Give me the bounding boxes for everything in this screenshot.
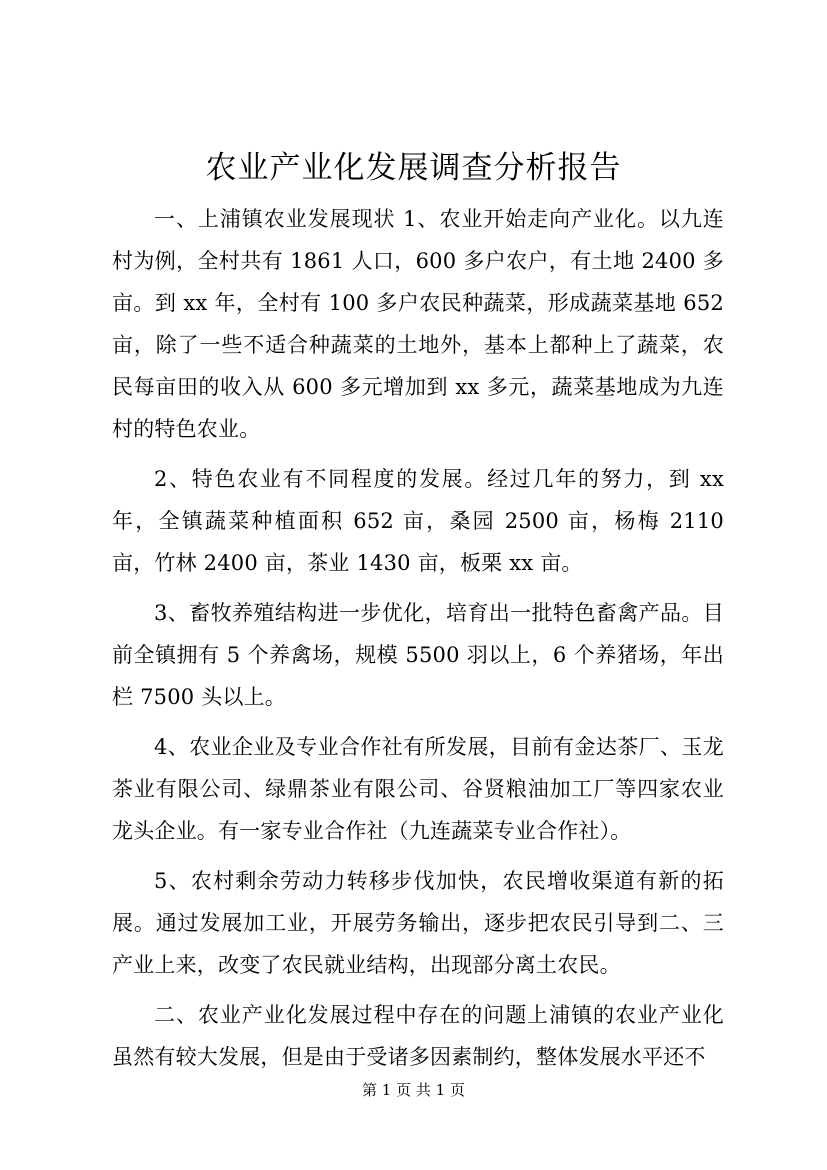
- paragraph-6: 二、农业产业化发展过程中存在的问题上浦镇的农业产业化虽然有较大发展，但是由于受诸多因素制约，整体发展水平还不: [112, 1003, 724, 1069]
- paragraph-3: 3、畜牧养殖结构进一步优化，培育出一批特色畜禽产品。目前全镇拥有 5 个养禽场，规模 5500 羽以上，6 个养猪场，年出栏 7500 头以上。: [112, 601, 724, 709]
- page-footer: 第 1 页 共 1 页: [362, 1081, 465, 1099]
- document-body: [112, 198, 724, 1086]
- paragraph-1: 一、上浦镇农业发展现状 1、农业开始走向产业化。以九连村为例，全村共有 1861 人口，600 多户农户，有土地 2400 多亩。到 xx 年，全村有 100 多户农民种蔬菜，形成蔬菜基地 652 亩，除了一些不适合种蔬菜的土地外，基本上都种上了蔬菜，农民每亩田的收入从 600 多元增加到 xx 多元，蔬菜基地成为九连村的特色农业。: [112, 207, 724, 441]
- paragraph-2: 2、特色农业有不同程度的发展。经过几年的努力，到 xx 年，全镇蔬菜种植面积 652 亩，桑园 2500 亩，杨梅 2110 亩，竹林 2400 亩，茶业 1430 亩，板栗 xx 亩。: [112, 467, 724, 575]
- document-title: 农业产业化发展调查分析报告: [205, 150, 622, 186]
- paragraph-4: 4、农业企业及专业合作社有所发展，目前有金达茶厂、玉龙茶业有限公司、绿鼎茶业有限公司、谷贤粮油加工厂等四家农业龙头企业。有一家专业合作社（九连蔬菜专业合作社）。: [112, 735, 724, 843]
- paragraph-5: 5、农村剩余劳动力转移步伐加快，农民增收渠道有新的拓展。通过发展加工业，开展劳务输出，逐步把农民引导到二、三产业上来，改变了农民就业结构，出现部分离土农民。: [112, 869, 724, 977]
